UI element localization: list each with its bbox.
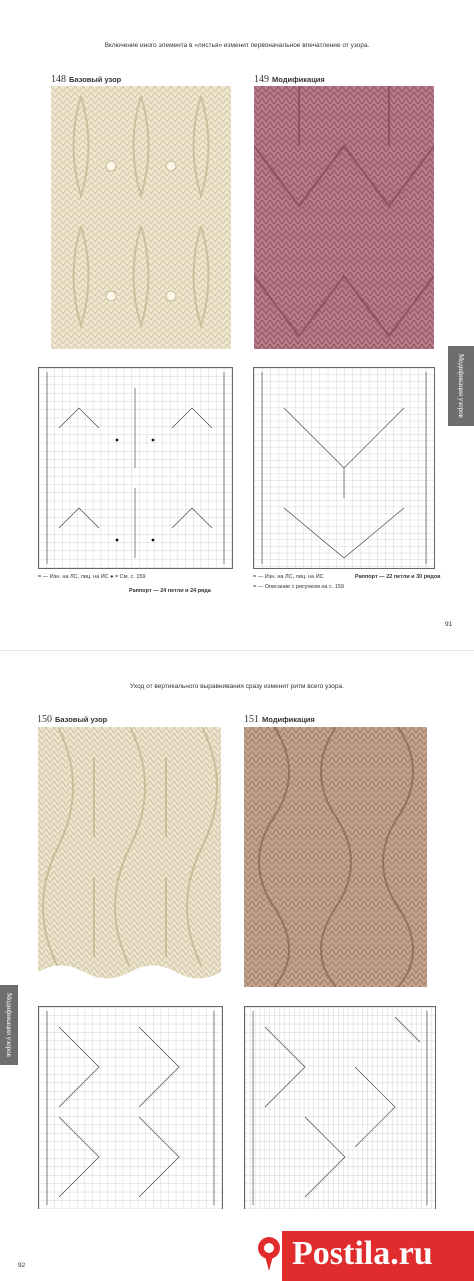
pattern-148-header — [51, 74, 121, 85]
pattern-148-rapport: Раппорт — 24 петли и 24 ряда — [129, 588, 211, 594]
pattern-149-note: = — Описание с рисунком на с. 159 — [253, 584, 344, 590]
pattern-148-photo — [51, 86, 231, 349]
page1-side-tab: Модификация узоров — [448, 346, 474, 426]
pattern-150-chart — [38, 1006, 223, 1210]
pattern-149-label: Модификация — [272, 75, 325, 84]
page2-side-tab: Модификация узоров — [0, 985, 18, 1065]
pattern-149-header — [254, 74, 325, 85]
pattern-151-label: Модификация — [262, 715, 315, 724]
page2-caption: Уход от вертикального выравнивания сразу изменит ритм всего узора. — [130, 683, 344, 690]
pattern-148-legend: = — Изн. на ЛС, лиц. на ИС ● = См. с. 159 — [38, 574, 146, 580]
page1-number: 91 — [445, 621, 453, 628]
watermark-text: Postila.ru — [292, 1235, 433, 1272]
page-divider — [0, 650, 474, 651]
pattern-151-chart — [244, 1006, 436, 1210]
pattern-149-photo — [254, 86, 434, 349]
pattern-150-number: 150 — [37, 714, 52, 725]
pattern-151-header — [244, 714, 315, 725]
pattern-151-photo — [244, 727, 427, 987]
pattern-150-label: Базовый узор — [55, 715, 108, 724]
pattern-148-chart — [38, 367, 233, 569]
pattern-148-number: 148 — [51, 74, 66, 85]
pattern-149-chart — [253, 367, 435, 569]
pattern-149-legend: = — Изн. на ЛС, лиц. на ИС — [253, 574, 324, 580]
page2-number: 92 — [18, 1262, 26, 1269]
pattern-149-rapport: Раппорт — 22 петли и 30 рядов — [355, 574, 441, 580]
pattern-148-label: Базовый узор — [69, 75, 122, 84]
pattern-149-number: 149 — [254, 74, 269, 85]
pattern-151-number: 151 — [244, 714, 259, 725]
pattern-150-photo — [38, 727, 221, 987]
page1-caption: Включение иного элемента в «листья» изменит первоначальное впечатление от узора. — [104, 42, 370, 49]
pattern-150-header — [37, 714, 107, 725]
pin-icon — [256, 1236, 282, 1272]
